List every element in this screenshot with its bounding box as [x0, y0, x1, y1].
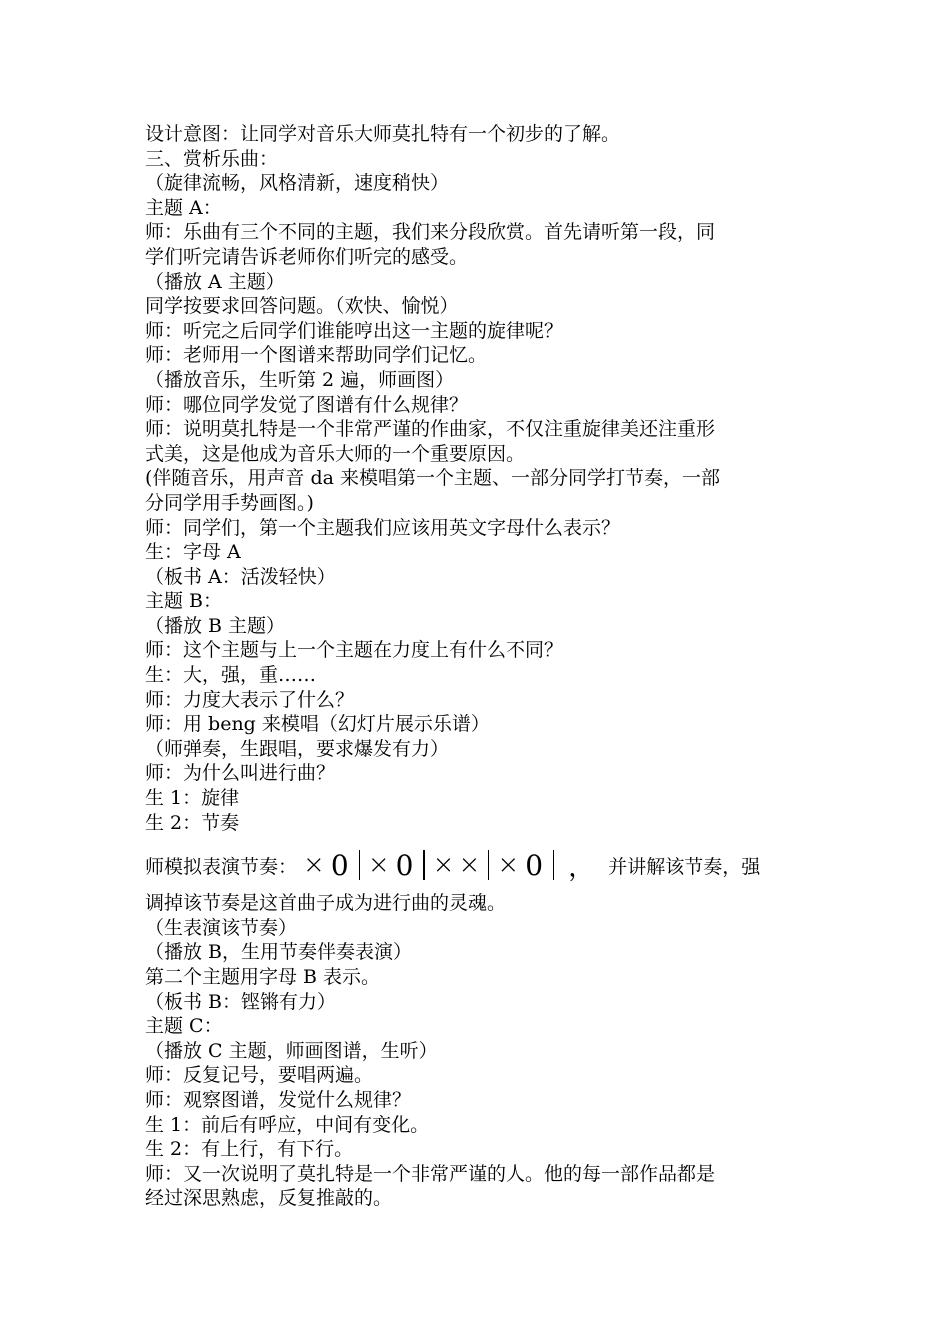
- bar-line: [359, 850, 360, 880]
- text-line: 主题 A：: [145, 196, 222, 219]
- rhythm-x: ×: [458, 850, 481, 881]
- bar-line: [553, 850, 554, 880]
- text-line: 师：反复记号，要唱两遍。: [145, 1064, 374, 1087]
- rhythm-notation: [301, 847, 604, 884]
- text-line: （播放 B，生用节奏伴奏表演）: [145, 941, 413, 964]
- text-line: 主题 B：: [145, 590, 223, 613]
- text-line: 师：说明莫扎特是一个非常严谨的作曲家，不仅注重旋律美还注重形: [145, 418, 716, 441]
- text-line: 调掉该节奏是这首曲子成为进行曲的灵魂。: [145, 892, 507, 915]
- text-line: 师：这个主题与上一个主题在力度上有什么不同？: [145, 639, 564, 662]
- text-line: 师：观察图谱，发觉什么规律？: [145, 1088, 412, 1111]
- text-block-before: [145, 122, 825, 835]
- text-line: 式美，这是他成为音乐大师的一个重要原因。: [145, 442, 526, 465]
- rhythm-zero: 0: [525, 848, 544, 882]
- rhythm-line: [145, 839, 825, 891]
- bar-line: [488, 850, 489, 880]
- rhythm-suffix: 并讲解该节奏，强: [608, 855, 761, 878]
- text-line: 师：听完之后同学们谁能哼出这一主题的旋律呢？: [145, 319, 564, 342]
- text-line: （播放 B 主题）: [145, 614, 286, 637]
- bar-line: [423, 850, 424, 880]
- text-line: 生：大，强，重……: [145, 664, 317, 687]
- text-line: （播放 A 主题）: [145, 270, 285, 293]
- text-block-after: [145, 891, 825, 1211]
- text-line: 师：又一次说明了莫扎特是一个非常严谨的人。他的每一部作品都是: [145, 1162, 716, 1185]
- rhythm-x: ×: [303, 850, 325, 881]
- text-line: 三、赏析乐曲：: [145, 147, 279, 170]
- text-line: 设计意图：让同学对音乐大师莫扎特有一个初步的了解。: [145, 123, 621, 145]
- text-line: 第二个主题用字母 B 表示。: [145, 966, 381, 988]
- text-line: (伴随音乐，用声音 da 来模唱第一个主题、一部分同学打节奏，一部: [145, 467, 720, 490]
- text-line: 师：用 beng 来模唱（幻灯片展示乐谱）: [145, 713, 490, 736]
- text-line: 生 1：旋律: [145, 787, 240, 810]
- rhythm-zero: 0: [395, 848, 414, 882]
- text-line: 师：哪位同学发觉了图谱有什么规律？: [145, 393, 469, 416]
- text-line: （板书 B：铿锵有力）: [145, 990, 337, 1013]
- text-line: 生 2：节奏: [145, 811, 240, 834]
- rhythm-comma: ，: [568, 852, 595, 883]
- text-line: 师：乐曲有三个不同的主题，我们来分段欣赏。首先请听第一段，同: [145, 221, 716, 244]
- text-line: （播放音乐，生听第 2 遍，师画图）: [145, 368, 455, 391]
- rhythm-x: ×: [497, 850, 520, 881]
- text-line: 生 1：前后有呼应，中间有变化。: [145, 1113, 430, 1136]
- text-line: 师：为什么叫进行曲？: [145, 762, 336, 785]
- rhythm-x: ×: [432, 850, 455, 881]
- text-line: （旋律流畅，风格清新，速度稍快）: [145, 172, 450, 195]
- text-line: 师：同学们，第一个主题我们应该用英文字母什么表示？: [145, 516, 621, 539]
- text-line: （播放 C 主题，师画图谱，生听）: [145, 1039, 438, 1062]
- text-line: 师：力度大表示了什么？: [145, 688, 355, 711]
- text-line: 师：老师用一个图谱来帮助同学们记忆。: [145, 344, 488, 367]
- text-line: 学们听完请告诉老师你们听完的感受。: [145, 245, 469, 268]
- text-line: 生：字母 A: [145, 541, 241, 564]
- text-line: 生 2：有上行，有下行。: [145, 1138, 354, 1161]
- rhythm-x: ×: [367, 850, 390, 881]
- text-line: 经过深思熟虑，反复推敲的。: [145, 1187, 393, 1210]
- text-line: （板书 A：活泼轻快）: [145, 565, 336, 588]
- text-line: 同学按要求回答问题。（欢快、愉悦）: [145, 295, 459, 318]
- document-page: [145, 122, 825, 1211]
- text-line: 分同学用手势画图。): [145, 491, 314, 514]
- rhythm-prefix: 师模拟表演节奏：: [145, 855, 298, 878]
- rhythm-zero: 0: [330, 848, 349, 882]
- text-line: 主题 C：: [145, 1015, 223, 1038]
- text-line: （生表演该节奏）: [145, 916, 298, 939]
- text-line: （师弹奏，生跟唱，要求爆发有力）: [145, 737, 450, 760]
